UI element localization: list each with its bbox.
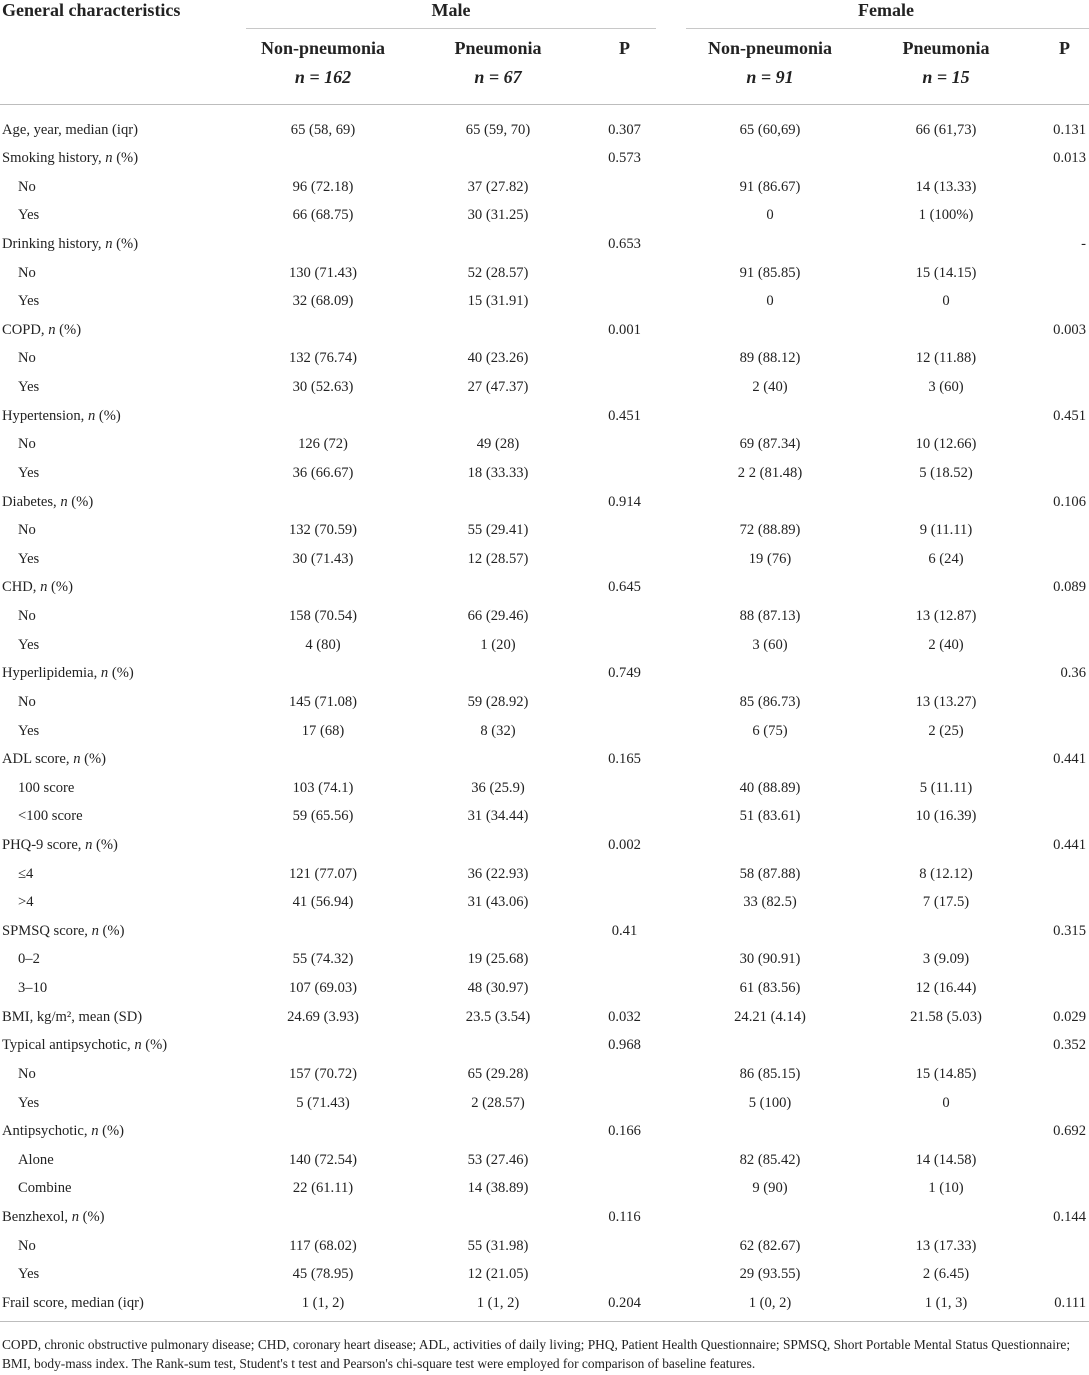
male-non-pneumonia-cell: 117 (68.02) <box>289 1237 357 1254</box>
male-pneumonia-cell: 12 (28.57) <box>467 550 529 567</box>
row-label: ≤4 <box>18 865 34 882</box>
male-p-value-cell: 0.968 <box>608 1037 641 1054</box>
male-pneumonia-cell: 1 (20) <box>480 636 516 653</box>
female-non-pneumonia-cell: 88 (87.13) <box>739 608 801 625</box>
male-p-value-cell: 0.116 <box>608 1209 641 1226</box>
row-label: >4 <box>18 894 34 911</box>
table-row <box>0 459 1089 488</box>
male-non-pneumonia-cell: 4 (80) <box>305 636 341 653</box>
table-row <box>0 573 1089 602</box>
row-label: Combine <box>18 1180 72 1197</box>
row-label: Drinking history, n (%) <box>2 235 139 252</box>
male-pneumonia-cell: 66 (29.46) <box>467 608 529 625</box>
male-non-pneumonia-cell: 45 (78.95) <box>292 1266 354 1283</box>
row-label: No <box>18 436 36 453</box>
female-p-value-cell: - <box>1081 235 1086 252</box>
row-label: Age, year, median (iqr) <box>2 121 138 138</box>
col-name: Non-pneumonia <box>707 38 833 58</box>
row-label: PHQ-9 score, n (%) <box>2 837 118 853</box>
male-non-pneumonia-cell: 17 (68) <box>301 722 345 739</box>
female-non-pneumonia-cell: 0 <box>766 293 774 310</box>
male-non-pneumonia-header <box>226 34 420 92</box>
female-pneumonia-cell: 15 (14.85) <box>915 1065 977 1082</box>
female-non-pneumonia-cell: 58 (87.88) <box>739 865 801 882</box>
row-label: 100 score <box>18 779 75 796</box>
male-pneumonia-cell: 55 (31.98) <box>467 1237 529 1254</box>
table-row <box>0 1174 1089 1203</box>
female-pneumonia-cell: 1 (1, 3) <box>924 1294 968 1311</box>
row-label: Yes <box>18 722 40 739</box>
table-row <box>0 802 1089 831</box>
female-non-pneumonia-cell: 1 (0, 2) <box>748 1294 792 1311</box>
male-p-value-cell: 0.41 <box>611 922 638 939</box>
col-name: Non-pneumonia <box>260 38 386 58</box>
table-row <box>0 430 1089 459</box>
male-non-pneumonia-cell: 157 (70.72) <box>288 1065 358 1082</box>
table-row <box>0 1089 1089 1118</box>
male-pneumonia-cell: 23.5 (3.54) <box>465 1008 531 1025</box>
row-label: Typical antipsychotic, n (%) <box>2 1037 168 1054</box>
female-non-pneumonia-header <box>673 34 867 92</box>
female-pneumonia-cell: 13 (17.33) <box>915 1237 977 1254</box>
table-row <box>0 888 1089 917</box>
male-pneumonia-cell: 15 (31.91) <box>467 293 529 310</box>
row-label: Yes <box>18 1094 40 1111</box>
row-label: No <box>18 1065 36 1082</box>
table-row <box>0 230 1089 259</box>
male-non-pneumonia-cell: 1 (1, 2) <box>301 1294 345 1311</box>
table-row <box>0 860 1089 889</box>
male-non-pneumonia-cell: 41 (56.94) <box>292 894 354 911</box>
female-pneumonia-cell: 9 (11.11) <box>919 522 973 539</box>
table-row <box>0 659 1089 688</box>
female-non-pneumonia-cell: 89 (88.12) <box>739 350 801 367</box>
male-pneumonia-cell: 36 (25.9) <box>471 779 525 796</box>
row-label: No <box>18 350 36 367</box>
table-row <box>0 1289 1089 1318</box>
male-pneumonia-cell: 36 (22.93) <box>467 865 529 882</box>
table-row <box>0 373 1089 402</box>
female-pneumonia-cell: 13 (13.27) <box>915 693 977 710</box>
male-pneumonia-cell: 52 (28.57) <box>467 264 529 281</box>
male-non-pneumonia-cell: 55 (74.32) <box>292 951 354 968</box>
female-non-pneumonia-cell: 3 (60) <box>752 636 788 653</box>
row-label: No <box>18 608 36 625</box>
male-p-value-cell: 0.653 <box>608 235 641 252</box>
male-pneumonia-cell: 37 (27.82) <box>467 178 529 195</box>
row-label: No <box>18 264 36 281</box>
male-non-pneumonia-cell: 132 (70.59) <box>288 522 358 539</box>
table-row <box>0 488 1089 517</box>
male-p-value-cell: 0.914 <box>608 493 641 510</box>
female-non-pneumonia-cell: 65 (60,69) <box>739 121 801 138</box>
row-label: Alone <box>18 1151 54 1168</box>
female-non-pneumonia-cell: 19 (76) <box>748 550 792 567</box>
row-label: Yes <box>18 379 40 396</box>
female-non-pneumonia-cell: 6 (75) <box>752 722 788 739</box>
col-name: Pneumonia <box>902 38 990 58</box>
col-n: n = 15 <box>922 67 970 87</box>
female-pneumonia-cell: 15 (14.15) <box>915 264 977 281</box>
female-pneumonia-cell: 21.58 (5.03) <box>910 1008 982 1025</box>
female-p-value-cell: 0.315 <box>1053 922 1086 939</box>
table-row <box>0 745 1089 774</box>
female-non-pneumonia-cell: 33 (82.5) <box>743 894 797 911</box>
male-non-pneumonia-cell: 107 (69.03) <box>288 980 358 997</box>
female-pneumonia-cell: 66 (61,73) <box>915 121 977 138</box>
female-non-pneumonia-cell: 5 (100) <box>748 1094 792 1111</box>
male-pneumonia-cell: 8 (32) <box>480 722 516 739</box>
row-label: Yes <box>18 207 40 224</box>
female-pneumonia-cell: 3 (60) <box>928 379 964 396</box>
female-p-value-cell: 0.441 <box>1053 751 1086 768</box>
female-pneumonia-cell: 3 (9.09) <box>922 951 970 968</box>
male-non-pneumonia-cell: 5 (71.43) <box>296 1094 350 1111</box>
table-row <box>0 1146 1089 1175</box>
male-p-value-cell: 0.204 <box>608 1294 641 1311</box>
female-p-value-cell: 0.144 <box>1053 1209 1086 1226</box>
male-pneumonia-cell: 55 (29.41) <box>467 522 529 539</box>
row-label: No <box>18 178 36 195</box>
male-p-value-cell: 0.749 <box>608 665 641 682</box>
male-p-value-cell: 0.307 <box>608 121 641 138</box>
male-pneumonia-cell: 49 (28) <box>476 436 520 453</box>
female-non-pneumonia-cell: 0 <box>766 207 774 224</box>
female-pneumonia-cell: 10 (16.39) <box>915 808 977 825</box>
female-p-header <box>1040 34 1089 63</box>
male-pneumonia-cell: 31 (43.06) <box>467 894 529 911</box>
table-row <box>0 1203 1089 1232</box>
female-pneumonia-cell: 12 (16.44) <box>915 980 977 997</box>
male-group-underline <box>246 28 656 29</box>
male-non-pneumonia-cell: 103 (74.1) <box>292 779 354 796</box>
male-pneumonia-cell: 53 (27.46) <box>467 1151 529 1168</box>
female-p-value-cell: 0.089 <box>1053 579 1086 596</box>
male-non-pneumonia-cell: 158 (70.54) <box>288 608 358 625</box>
male-non-pneumonia-cell: 130 (71.43) <box>288 264 358 281</box>
male-pneumonia-cell: 59 (28.92) <box>467 693 529 710</box>
male-non-pneumonia-cell: 132 (76.74) <box>288 350 358 367</box>
female-pneumonia-cell: 7 (17.5) <box>922 894 970 911</box>
row-label: Frail score, median (iqr) <box>2 1294 144 1311</box>
male-pneumonia-cell: 2 (28.57) <box>471 1094 525 1111</box>
table-row <box>0 144 1089 173</box>
male-non-pneumonia-cell: 22 (61.11) <box>292 1180 354 1197</box>
male-pneumonia-cell: 31 (34.44) <box>467 808 529 825</box>
female-non-pneumonia-cell: 86 (85.15) <box>739 1065 801 1082</box>
male-pneumonia-cell: 19 (25.68) <box>467 951 529 968</box>
male-p-value-cell: 0.451 <box>608 407 641 424</box>
row-label: No <box>18 522 36 539</box>
male-non-pneumonia-cell: 126 (72) <box>298 436 348 453</box>
female-non-pneumonia-cell: 85 (86.73) <box>739 693 801 710</box>
female-p-value-cell: 0.451 <box>1053 407 1086 424</box>
female-non-pneumonia-cell: 72 (88.89) <box>739 522 801 539</box>
row-label: Hyperlipidemia, n (%) <box>2 665 134 682</box>
male-pneumonia-cell: 48 (30.97) <box>467 980 529 997</box>
male-p-value-cell: 0.001 <box>608 321 641 338</box>
female-pneumonia-cell: 2 (40) <box>928 636 964 653</box>
female-non-pneumonia-cell: 30 (90.91) <box>739 951 801 968</box>
female-non-pneumonia-cell: 61 (83.56) <box>739 980 801 997</box>
table-title: General characteristics <box>2 0 181 20</box>
table-row <box>0 259 1089 288</box>
female-pneumonia-cell: 10 (12.66) <box>915 436 977 453</box>
male-pneumonia-cell: 18 (33.33) <box>467 464 529 481</box>
table-row <box>0 173 1089 202</box>
table-row <box>0 831 1089 860</box>
male-pneumonia-header <box>401 34 595 92</box>
male-p-value-cell: 0.645 <box>608 579 641 596</box>
female-pneumonia-cell: 1 (10) <box>928 1180 964 1197</box>
female-pneumonia-cell: 2 (6.45) <box>922 1266 970 1283</box>
female-non-pneumonia-cell: 40 (88.89) <box>739 779 801 796</box>
row-label: CHD, n (%) <box>2 579 73 596</box>
female-p-value-cell: 0.692 <box>1053 1123 1086 1140</box>
table-row <box>0 116 1089 145</box>
male-p-value-cell: 0.002 <box>608 837 641 853</box>
row-label: ADL score, n (%) <box>2 751 107 768</box>
female-pneumonia-cell: 5 (18.52) <box>919 464 973 481</box>
female-p-value-cell: 0.111 <box>1054 1294 1086 1311</box>
table-row <box>0 945 1089 974</box>
female-p-value-cell: 0.029 <box>1053 1008 1086 1025</box>
row-label: Yes <box>18 293 40 310</box>
table-row <box>0 402 1089 431</box>
table-row <box>0 688 1089 717</box>
table-row <box>0 516 1089 545</box>
male-non-pneumonia-cell: 30 (52.63) <box>292 379 354 396</box>
male-non-pneumonia-cell: 24.69 (3.93) <box>287 1008 359 1025</box>
table-row <box>0 201 1089 230</box>
female-pneumonia-cell: 0 <box>942 293 950 310</box>
male-non-pneumonia-cell: 32 (68.09) <box>292 293 354 310</box>
female-pneumonia-cell: 1 (100%) <box>918 207 974 224</box>
male-non-pneumonia-cell: 59 (65.56) <box>292 808 354 825</box>
female-pneumonia-cell: 0 <box>942 1094 950 1111</box>
footer-rule <box>0 1321 1089 1322</box>
male-pneumonia-cell: 30 (31.25) <box>467 207 529 224</box>
row-label: Yes <box>18 550 40 567</box>
table-row <box>0 287 1089 316</box>
table-row <box>0 1060 1089 1089</box>
row-label: Antipsychotic, n (%) <box>2 1123 125 1140</box>
male-p-value-cell: 0.032 <box>608 1008 641 1025</box>
row-label: No <box>18 693 36 710</box>
table-row <box>0 545 1089 574</box>
row-label: 3–10 <box>18 980 48 997</box>
male-non-pneumonia-cell: 121 (77.07) <box>288 865 358 882</box>
female-p-value-cell: 0.36 <box>1060 665 1086 682</box>
col-n: n = 67 <box>474 67 522 87</box>
row-label: BMI, kg/m², mean (SD) <box>2 1008 143 1025</box>
male-group-header: Male <box>431 0 471 20</box>
female-p-value-cell: 0.013 <box>1053 150 1086 167</box>
table-row <box>0 1260 1089 1289</box>
male-pneumonia-cell: 14 (38.89) <box>467 1180 529 1197</box>
table-row <box>0 1117 1089 1146</box>
male-pneumonia-cell: 12 (21.05) <box>467 1266 529 1283</box>
female-pneumonia-cell: 13 (12.87) <box>915 608 977 625</box>
row-label: SPMSQ score, n (%) <box>2 922 125 939</box>
male-non-pneumonia-cell: 140 (72.54) <box>288 1151 358 1168</box>
table-row <box>0 917 1089 946</box>
female-non-pneumonia-cell: 91 (86.67) <box>739 178 801 195</box>
female-non-pneumonia-cell: 62 (82.67) <box>739 1237 801 1254</box>
female-group-header: Female <box>858 0 914 20</box>
table-row <box>0 1232 1089 1261</box>
col-name: Pneumonia <box>454 38 542 58</box>
male-p-value-cell: 0.166 <box>608 1123 641 1140</box>
table-row <box>0 344 1089 373</box>
female-p-value-cell: 0.441 <box>1053 837 1086 853</box>
row-label: Yes <box>18 636 40 653</box>
male-pneumonia-cell: 27 (47.37) <box>467 379 529 396</box>
table-row <box>0 316 1089 345</box>
male-p-value-cell: 0.573 <box>608 150 641 167</box>
male-p-value-cell: 0.165 <box>608 751 641 768</box>
female-pneumonia-cell: 5 (11.11) <box>919 779 973 796</box>
col-name: P <box>1059 38 1070 58</box>
male-non-pneumonia-cell: 96 (72.18) <box>292 178 354 195</box>
row-label: COPD, n (%) <box>2 321 82 338</box>
female-non-pneumonia-cell: 29 (93.55) <box>739 1266 801 1283</box>
female-pneumonia-cell: 8 (12.12) <box>919 865 973 882</box>
table-footnote: COPD, chronic obstructive pulmonary disease; CHD, coronary heart disease; ADL, activities of daily living; PHQ, Patient Health Questionnaire; SPMSQ, Short Portable Mental Status Questionnaire; BMI, body-mass index. The Rank-sum test, Student's t test and Pearson's chi-square test were employed for comparison of baseline features. <box>2 1337 1071 1371</box>
col-n: n = 162 <box>294 67 352 87</box>
row-label: Hypertension, n (%) <box>2 407 121 424</box>
table-row <box>0 774 1089 803</box>
female-non-pneumonia-cell: 9 (90) <box>752 1180 788 1197</box>
male-pneumonia-cell: 65 (59, 70) <box>465 121 531 138</box>
male-pneumonia-cell: 65 (29.28) <box>467 1065 529 1082</box>
female-p-value-cell: 0.131 <box>1053 121 1086 138</box>
female-non-pneumonia-cell: 51 (83.61) <box>739 808 801 825</box>
male-non-pneumonia-cell: 65 (58, 69) <box>290 121 356 138</box>
female-non-pneumonia-cell: 91 (85.85) <box>739 264 801 281</box>
female-pneumonia-cell: 14 (13.33) <box>915 178 977 195</box>
row-label: Smoking history, n (%) <box>2 150 139 167</box>
row-label: Diabetes, n (%) <box>2 493 94 510</box>
row-label: No <box>18 1237 36 1254</box>
female-non-pneumonia-cell: 2 (40) <box>752 379 788 396</box>
male-pneumonia-cell: 1 (1, 2) <box>476 1294 520 1311</box>
table-row <box>0 1003 1089 1032</box>
row-label: <100 score <box>18 808 83 825</box>
male-p-header <box>593 34 656 63</box>
table-row <box>0 974 1089 1003</box>
female-non-pneumonia-cell: 69 (87.34) <box>739 436 801 453</box>
female-group-underline <box>686 28 1089 29</box>
female-pneumonia-cell: 2 (25) <box>928 722 964 739</box>
row-label: 0–2 <box>18 951 40 968</box>
male-non-pneumonia-cell: 30 (71.43) <box>292 550 354 567</box>
female-pneumonia-cell: 14 (14.58) <box>915 1151 977 1168</box>
female-pneumonia-header <box>849 34 1043 92</box>
female-pneumonia-cell: 6 (24) <box>928 550 964 567</box>
header-rule <box>0 104 1089 105</box>
male-non-pneumonia-cell: 145 (71.08) <box>288 693 358 710</box>
table-row <box>0 717 1089 746</box>
female-non-pneumonia-cell: 2 2 (81.48) <box>737 464 803 481</box>
col-n: n = 91 <box>746 67 794 87</box>
row-label: Yes <box>18 1266 40 1283</box>
table-row <box>0 1031 1089 1060</box>
male-non-pneumonia-cell: 66 (68.75) <box>292 207 354 224</box>
female-p-value-cell: 0.352 <box>1053 1037 1086 1054</box>
row-label: Yes <box>18 464 40 481</box>
female-p-value-cell: 0.003 <box>1053 321 1086 338</box>
female-pneumonia-cell: 12 (11.88) <box>915 350 977 367</box>
female-non-pneumonia-cell: 82 (85.42) <box>739 1151 801 1168</box>
table-row <box>0 631 1089 660</box>
male-non-pneumonia-cell: 36 (66.67) <box>292 464 354 481</box>
table-row <box>0 602 1089 631</box>
female-non-pneumonia-cell: 24.21 (4.14) <box>734 1008 806 1025</box>
female-p-value-cell: 0.106 <box>1053 493 1086 510</box>
male-pneumonia-cell: 40 (23.26) <box>467 350 529 367</box>
col-name: P <box>619 38 630 58</box>
row-label: Benzhexol, n (%) <box>2 1209 105 1226</box>
